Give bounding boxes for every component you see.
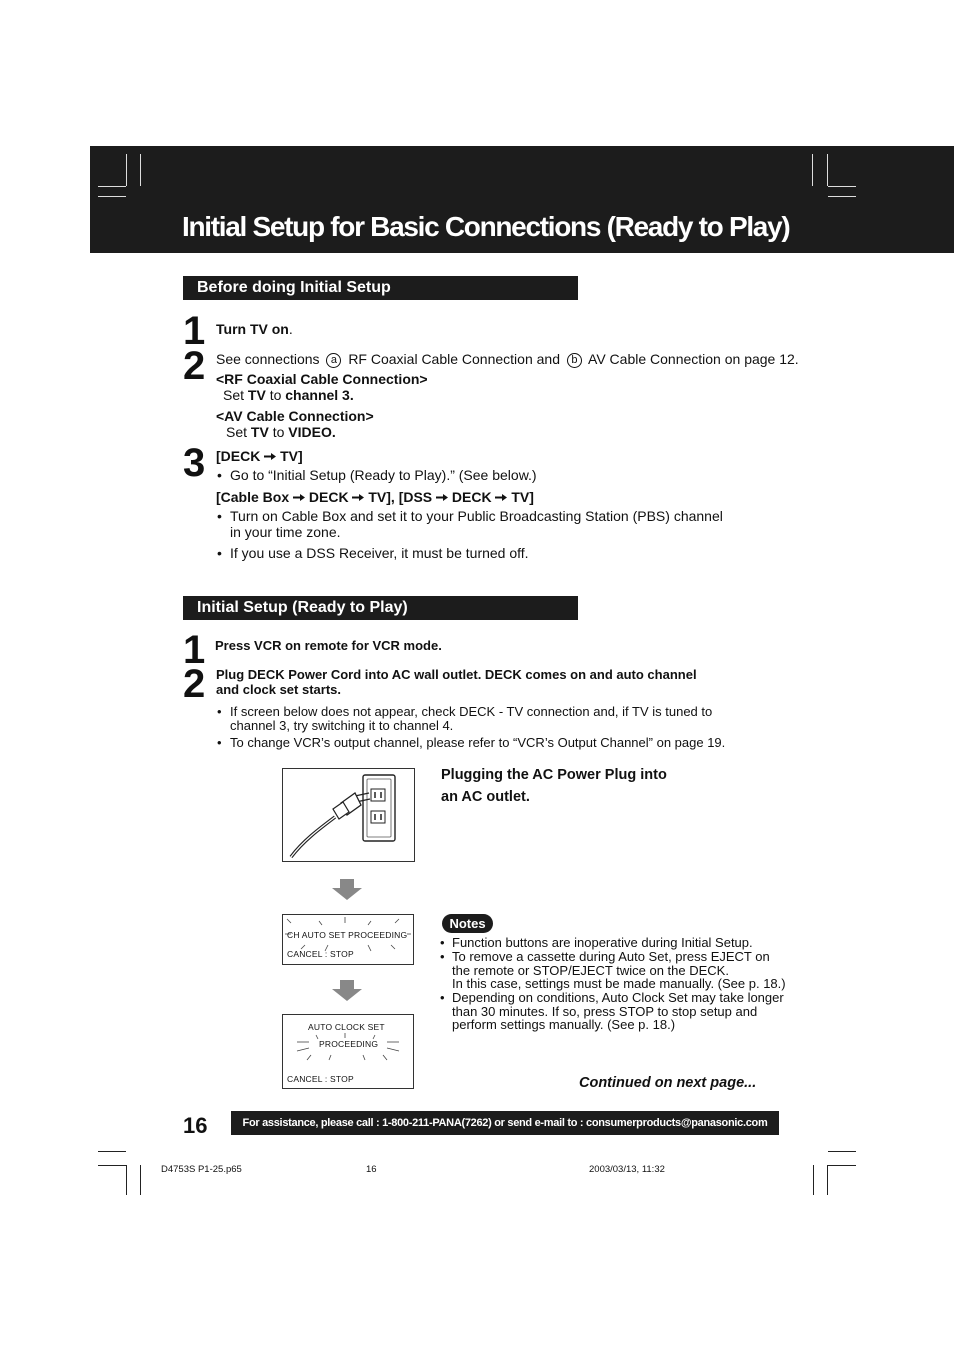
text: perform settings manually. (See p. 18.) xyxy=(452,1017,676,1032)
screen-text: CANCEL : STOP xyxy=(287,949,354,959)
continued-note: Continued on next page... xyxy=(579,1075,757,1091)
step-text xyxy=(216,321,293,337)
down-arrow-icon xyxy=(332,879,362,900)
text: TV xyxy=(250,424,269,440)
screen-text: PROCEEDING xyxy=(319,1039,379,1049)
text: Go to “Initial Setup (Ready to Play).” (See below.) xyxy=(230,467,537,483)
text: To change VCR’s output channel, please refer to “VCR’s Output Channel” on page 19. xyxy=(230,735,726,750)
crop-mark xyxy=(827,154,828,186)
arrow-right-icon xyxy=(264,452,276,461)
step-text-end: . xyxy=(288,321,293,337)
plug-caption: Plugging the AC Power Plug into xyxy=(441,767,667,783)
step-number: 2 xyxy=(183,662,205,706)
step-number: 2 xyxy=(183,344,205,388)
page-title: Initial Setup for Basic Connections (Ready to Play) xyxy=(182,211,790,242)
step-number: 1 xyxy=(183,309,205,353)
text: DECK xyxy=(308,489,349,505)
step-text: Plug DECK Power Cord into AC wall outlet. DECK comes on and auto channel xyxy=(216,667,697,682)
crop-mark xyxy=(98,1165,126,1166)
text: Set xyxy=(226,424,248,440)
text: the remote or STOP/EJECT twice on the DECK. xyxy=(452,962,729,978)
crop-mark xyxy=(828,196,856,197)
av-heading: <AV Cable Connection> xyxy=(216,408,374,424)
crop-mark xyxy=(828,186,856,187)
screen-text: CH AUTO SET PROCEEDING xyxy=(287,930,408,940)
circle-b-icon: b xyxy=(567,353,582,368)
step-number: 1 xyxy=(183,628,205,672)
text: TV xyxy=(247,387,266,403)
text: In this case, settings must be made manually. (See p. 18.) xyxy=(452,976,786,991)
crop-mark xyxy=(126,1165,127,1195)
text: channel 3, try switching it to channel 4. xyxy=(230,718,454,733)
text: TV] xyxy=(280,448,303,464)
crop-mark xyxy=(140,1165,141,1195)
tv-screen-auto-clock-set xyxy=(282,1014,414,1089)
text: to xyxy=(269,387,282,403)
arrow-right-icon xyxy=(293,493,305,502)
section-heading-before-setup: Before doing Initial Setup xyxy=(183,276,578,300)
text: Function buttons are inoperative during Initial Setup. xyxy=(452,935,753,950)
crop-mark xyxy=(98,196,126,197)
text: Depending on conditions, Auto Clock Set may take longer xyxy=(452,990,784,1005)
text: VIDEO. xyxy=(288,424,336,440)
crop-mark xyxy=(813,1165,814,1195)
file-name: D4753S P1-25.p65 xyxy=(161,1164,242,1175)
arrow-right-icon xyxy=(436,493,448,502)
page-number: 16 xyxy=(183,1113,208,1138)
crop-mark xyxy=(827,1165,828,1195)
text: If screen below does not appear, check DECK - TV connection and, if TV is tuned to xyxy=(230,704,713,719)
plug-outlet-icon xyxy=(283,769,414,861)
crop-mark xyxy=(98,1151,126,1152)
cable-dss-heading xyxy=(216,489,534,505)
crop-mark xyxy=(140,154,141,186)
text: than 30 minutes. If so, press STOP to stop setup and xyxy=(452,1003,758,1019)
text: RF Coaxial Cable Connection and xyxy=(348,351,560,367)
text: in your time zone. xyxy=(230,524,341,540)
crop-mark xyxy=(812,154,813,186)
screen-text: CANCEL : STOP xyxy=(287,1074,354,1084)
text: DECK xyxy=(451,489,492,505)
crop-mark xyxy=(126,154,127,186)
plug-caption: an AC outlet. xyxy=(441,789,530,805)
screen-text: AUTO CLOCK SET xyxy=(308,1022,385,1032)
text: [Cable Box xyxy=(216,489,290,505)
text: TV] xyxy=(511,489,534,505)
text: channel 3. xyxy=(285,387,354,403)
text: If you use a DSS Receiver, it must be turned off. xyxy=(230,545,529,561)
timestamp: 2003/03/13, 11:32 xyxy=(589,1164,665,1175)
step-text-bold: Turn TV on xyxy=(216,321,289,337)
text: Turn on Cable Box and set it to your Public Broadcasting Station (PBS) channel xyxy=(230,508,723,524)
text: AV Cable Connection on page 12. xyxy=(588,351,799,367)
file-page: 16 xyxy=(366,1164,377,1175)
text: See connections xyxy=(216,351,320,367)
text: To remove a cassette during Auto Set, press EJECT on xyxy=(452,949,770,964)
step-text: and clock set starts. xyxy=(216,682,341,697)
text: [DECK xyxy=(216,448,261,464)
text: Set xyxy=(223,387,245,403)
arrow-right-icon xyxy=(352,493,364,502)
step-number: 3 xyxy=(183,441,205,485)
crop-mark xyxy=(828,1151,856,1152)
down-arrow-icon xyxy=(332,980,362,1001)
step-text: Press VCR on remote for VCR mode. xyxy=(215,638,442,653)
rf-heading: <RF Coaxial Cable Connection> xyxy=(216,371,428,387)
deck-tv-heading xyxy=(216,448,303,464)
assistance-banner: For assistance, please call : 1-800-211-PANA(7262) or send e-mail to : consumerproducts@panasonic.com xyxy=(231,1111,779,1135)
crop-mark xyxy=(828,1165,856,1166)
text: to xyxy=(272,424,285,440)
av-instruction xyxy=(226,424,336,440)
crop-mark xyxy=(98,186,126,187)
notes-label: Notes xyxy=(442,914,493,933)
rf-instruction xyxy=(223,387,354,403)
power-plug-outlet-illustration xyxy=(282,768,415,862)
section-heading-initial-setup: Initial Setup (Ready to Play) xyxy=(183,596,578,620)
arrow-right-icon xyxy=(495,493,507,502)
text: TV], [DSS xyxy=(368,489,433,505)
circle-a-icon: a xyxy=(326,353,341,368)
tv-screen-auto-set xyxy=(282,914,414,965)
connections-line xyxy=(216,351,799,368)
